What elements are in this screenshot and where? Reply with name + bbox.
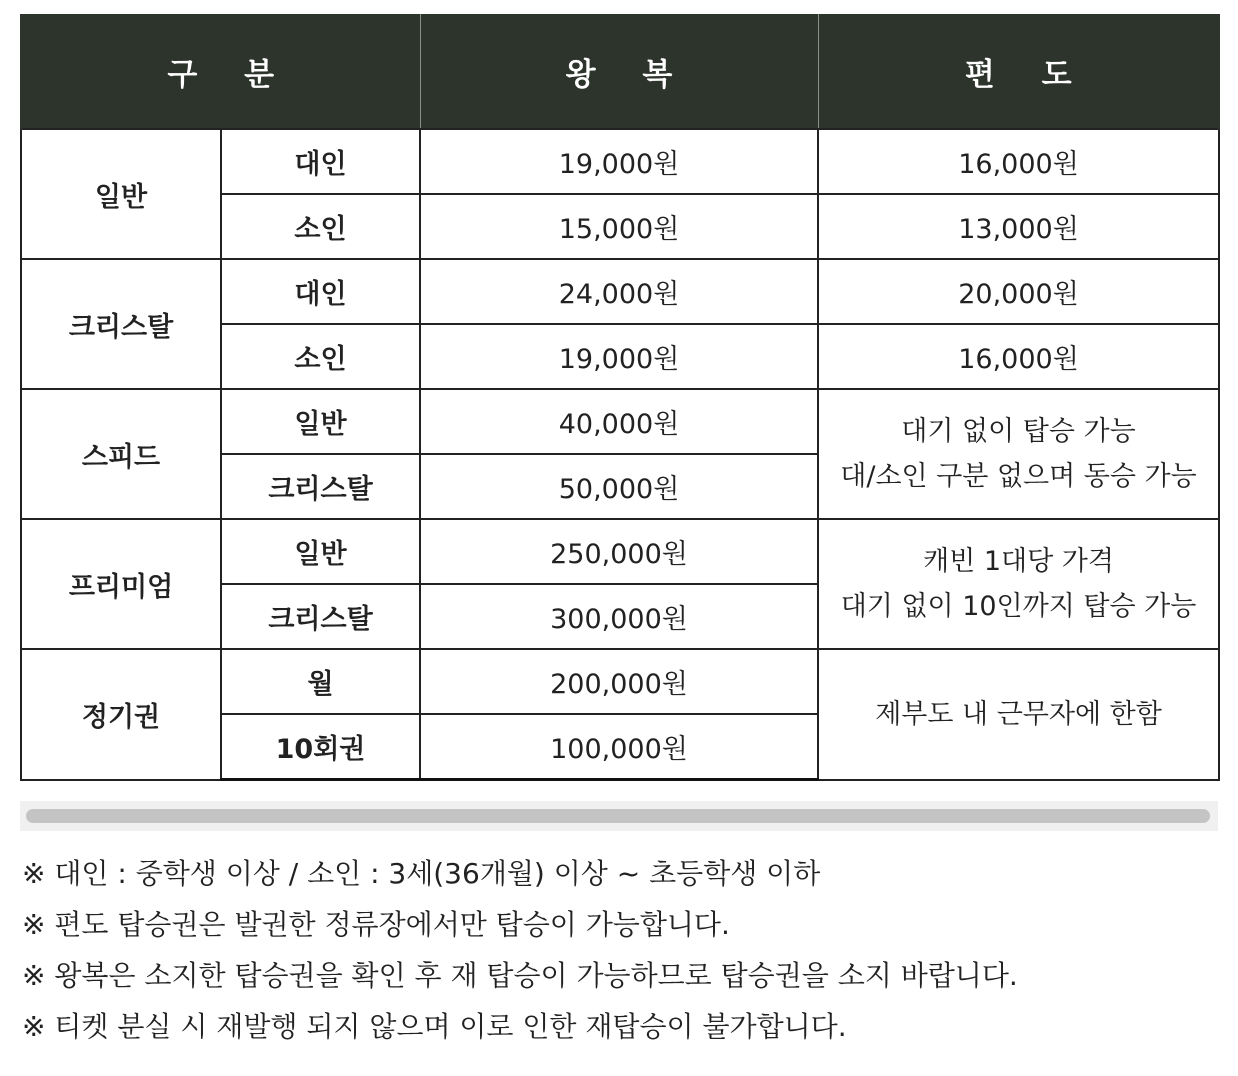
type-cell: 일반 — [221, 389, 420, 454]
type-cell: 크리스탈 — [221, 584, 420, 649]
category-cell: 프리미엄 — [21, 519, 221, 649]
type-cell: 크리스탈 — [221, 454, 420, 519]
note-line: 캐빈 1대당 가격 — [923, 546, 1114, 577]
note-line: 제부도 내 근무자에 한함 — [875, 698, 1162, 730]
type-cell: 일반 — [221, 519, 420, 584]
category-cell: 정기권 — [21, 649, 221, 780]
category-cell: 스피드 — [21, 389, 221, 519]
round-trip-price: 19,000원 — [420, 324, 818, 389]
type-cell: 소인 — [221, 324, 420, 389]
type-cell: 월 — [221, 649, 420, 714]
round-trip-price: 15,000원 — [420, 194, 818, 259]
note-item: ※ 왕복은 소지한 탑승권을 확인 후 재 탑승이 가능하므로 탑승권을 소지 바랍니다. — [22, 959, 1018, 992]
fare-table-container — [20, 14, 1218, 781]
one-way-price: 13,000원 — [818, 194, 1219, 259]
horizontal-scrollbar[interactable] — [20, 801, 1218, 831]
note-item: ※ 편도 탑승권은 발권한 정류장에서만 탑승이 가능합니다. — [22, 908, 730, 941]
round-trip-price: 100,000원 — [420, 714, 818, 780]
one-way-price: 16,000원 — [818, 129, 1219, 194]
round-trip-price: 19,000원 — [420, 129, 818, 194]
one-way-price: 16,000원 — [818, 324, 1219, 389]
note-item: ※ 대인 : 중학생 이상 / 소인 : 3세(36개월) 이상 ~ 초등학생 이하 — [22, 857, 821, 890]
round-trip-price: 40,000원 — [420, 389, 818, 454]
category-cell: 일반 — [21, 129, 221, 259]
notes-section — [22, 852, 1222, 1056]
one-way-note — [818, 649, 1219, 780]
header-category: 구 분 — [21, 14, 420, 129]
table-row — [21, 519, 1219, 584]
one-way-price: 20,000원 — [818, 259, 1219, 324]
header-round-trip: 왕 복 — [420, 14, 818, 129]
note-line: 대기 없이 탑승 가능 — [901, 416, 1136, 447]
table-header-row — [21, 14, 1219, 129]
scrollbar-thumb[interactable] — [26, 809, 1210, 823]
round-trip-price: 250,000원 — [420, 519, 818, 584]
note-line: 대/소인 구분 없으며 동승 가능 — [840, 461, 1197, 492]
one-way-note — [818, 389, 1219, 519]
header-one-way: 편 도 — [818, 14, 1219, 129]
table-row — [21, 649, 1219, 714]
table-row — [21, 389, 1219, 454]
table-row — [21, 259, 1219, 324]
round-trip-price: 200,000원 — [420, 649, 818, 714]
round-trip-price: 24,000원 — [420, 259, 818, 324]
type-cell: 대인 — [221, 129, 420, 194]
type-cell: 대인 — [221, 259, 420, 324]
fare-table — [20, 14, 1220, 781]
note-item: ※ 티켓 분실 시 재발행 되지 않으며 이로 인한 재탑승이 불가합니다. — [22, 1010, 847, 1043]
category-cell: 크리스탈 — [21, 259, 221, 389]
type-cell: 소인 — [221, 194, 420, 259]
type-cell: 10회권 — [221, 714, 420, 780]
round-trip-price: 50,000원 — [420, 454, 818, 519]
one-way-note — [818, 519, 1219, 649]
note-line: 대기 없이 10인까지 탑승 가능 — [840, 591, 1197, 622]
round-trip-price: 300,000원 — [420, 584, 818, 649]
table-row — [21, 129, 1219, 194]
